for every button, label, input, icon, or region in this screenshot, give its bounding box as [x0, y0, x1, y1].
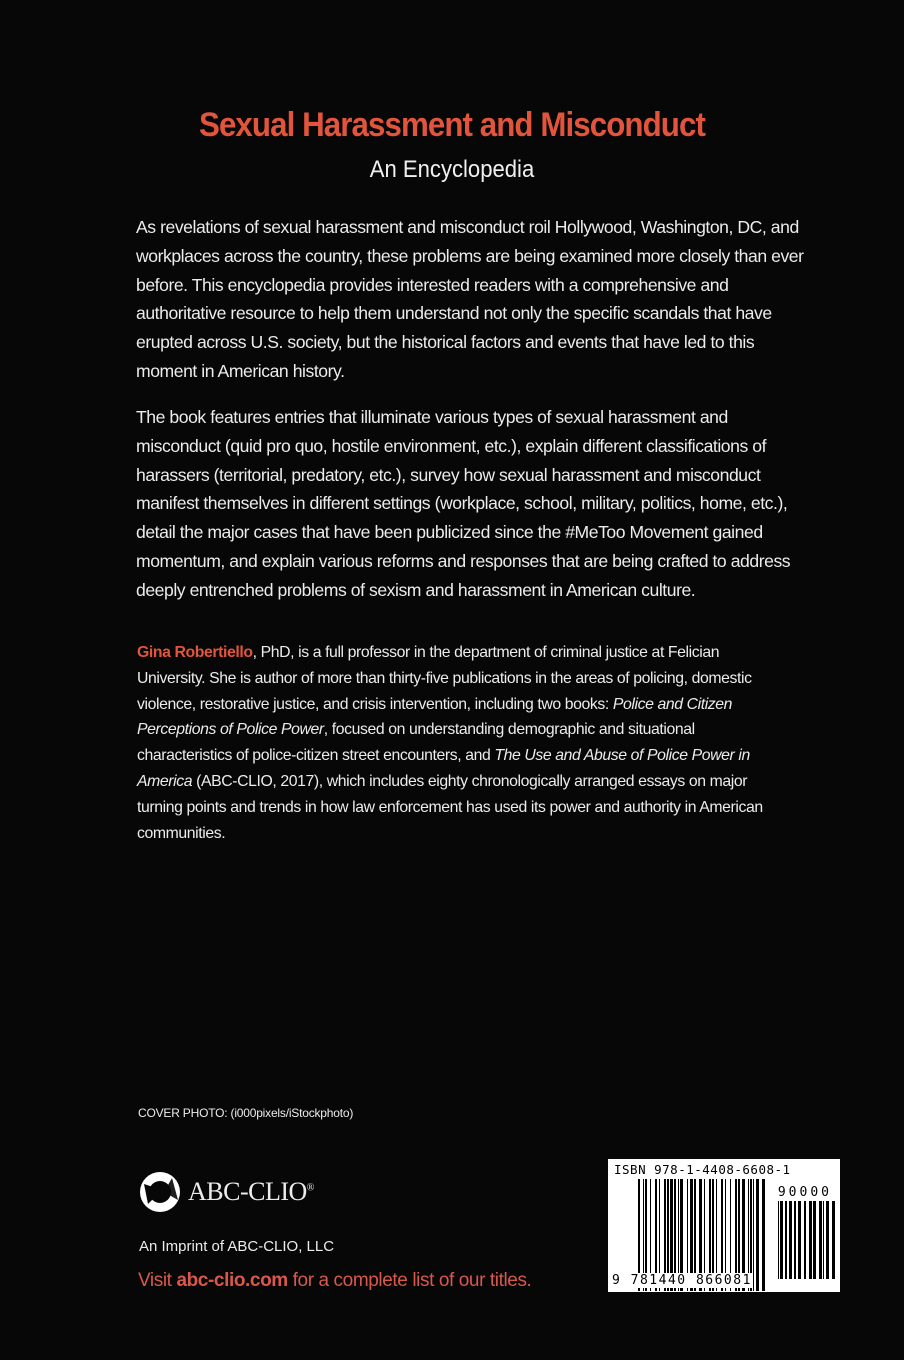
barcode-bar	[762, 1179, 765, 1291]
barcode-bar	[794, 1201, 796, 1279]
abc-clio-logo-icon	[138, 1170, 182, 1214]
website-link[interactable]: abc-clio.com	[176, 1270, 288, 1291]
book-reference: Police and Citizen Perceptions of Police Power	[137, 695, 733, 739]
isbn-barcode	[608, 1159, 840, 1292]
author-bio	[137, 640, 777, 846]
barcode-bar	[778, 1201, 779, 1279]
barcode-bar	[809, 1201, 812, 1279]
barcode-bar	[780, 1201, 783, 1279]
price-addon: 90000	[777, 1185, 832, 1200]
barcode-bar	[789, 1201, 792, 1279]
ean-number: 9 781440 866081	[612, 1273, 752, 1288]
description-paragraph: The book features entries that illuminate various types of sexual harassment and misconduct (quid pro quo, hostile environment, etc.), explain different classifications of harassers (territorial, predatory, etc.), survey how sexual harassment and misconduct manifest themselves in different settings (workplace, school, military, politics, home, etc.), detail the major cases that have been publicized since the #MeToo Movement gained momentum, and explain various reforms and responses that are being crafted to address deeply entrenched problems of sexism and harassment in American culture.	[136, 407, 791, 600]
barcode-bar	[804, 1201, 806, 1279]
barcode-bar	[753, 1179, 754, 1291]
publisher-logo	[138, 1170, 314, 1214]
bio-text: , PhD, is a full professor in the department of criminal justice at Felician University. She is author of more than thirty-five publications in the areas of policing, domestic violence, restorative justice, and crisis intervention, including two books:	[137, 644, 752, 713]
bio-text: , focused on understanding demographic and situational characteristics of police-citizen street encounters, and	[137, 721, 695, 765]
registered-mark: ®	[306, 1182, 314, 1194]
isbn-number: ISBN 978-1-4408-6608-1	[614, 1162, 791, 1177]
visit-line	[138, 1270, 531, 1292]
imprint-line: An Imprint of ABC-CLIO, LLC	[139, 1238, 335, 1255]
barcode-bar	[813, 1201, 816, 1279]
logo-wordmark: ABC-CLIO	[188, 1177, 307, 1206]
barcode-bar	[798, 1201, 801, 1279]
barcode-bar	[785, 1201, 787, 1279]
barcode-bar	[832, 1201, 835, 1279]
barcode-bar	[819, 1201, 822, 1279]
book-subtitle: An Encyclopedia	[369, 156, 535, 183]
visit-suffix: for a complete list of our titles.	[287, 1270, 532, 1291]
book-title: Sexual Harassment and Misconduct	[199, 106, 705, 144]
author-name: Gina Robertiello	[137, 644, 253, 661]
cover-photo-credit: COVER PHOTO: (i000pixels/iStockphoto)	[138, 1106, 354, 1120]
description-paragraph: As revelations of sexual harassment and misconduct roil Hollywood, Washington, DC, and workplaces across the country, these problems are being examined more closely than ever before. This encyclopedia provides interested readers with a comprehensive and authoritative resource to help them understand not only the specific scandals that have erupted across U.S. society, but the historical factors and events that have led to this moment in American history.	[136, 217, 804, 381]
visit-prefix: Visit	[138, 1270, 177, 1291]
bio-text: (ABC-CLIO, 2017), which includes eighty chronologically arranged essays on major turning points and trends in how law enforcement has used its power and authority in American communities.	[137, 772, 763, 842]
barcode-bar	[826, 1201, 829, 1279]
barcode-bar	[823, 1201, 824, 1279]
addon-bars	[778, 1201, 836, 1279]
barcode-bar	[756, 1179, 759, 1291]
book-reference: The Use and Abuse of Police Power in America	[137, 747, 750, 790]
